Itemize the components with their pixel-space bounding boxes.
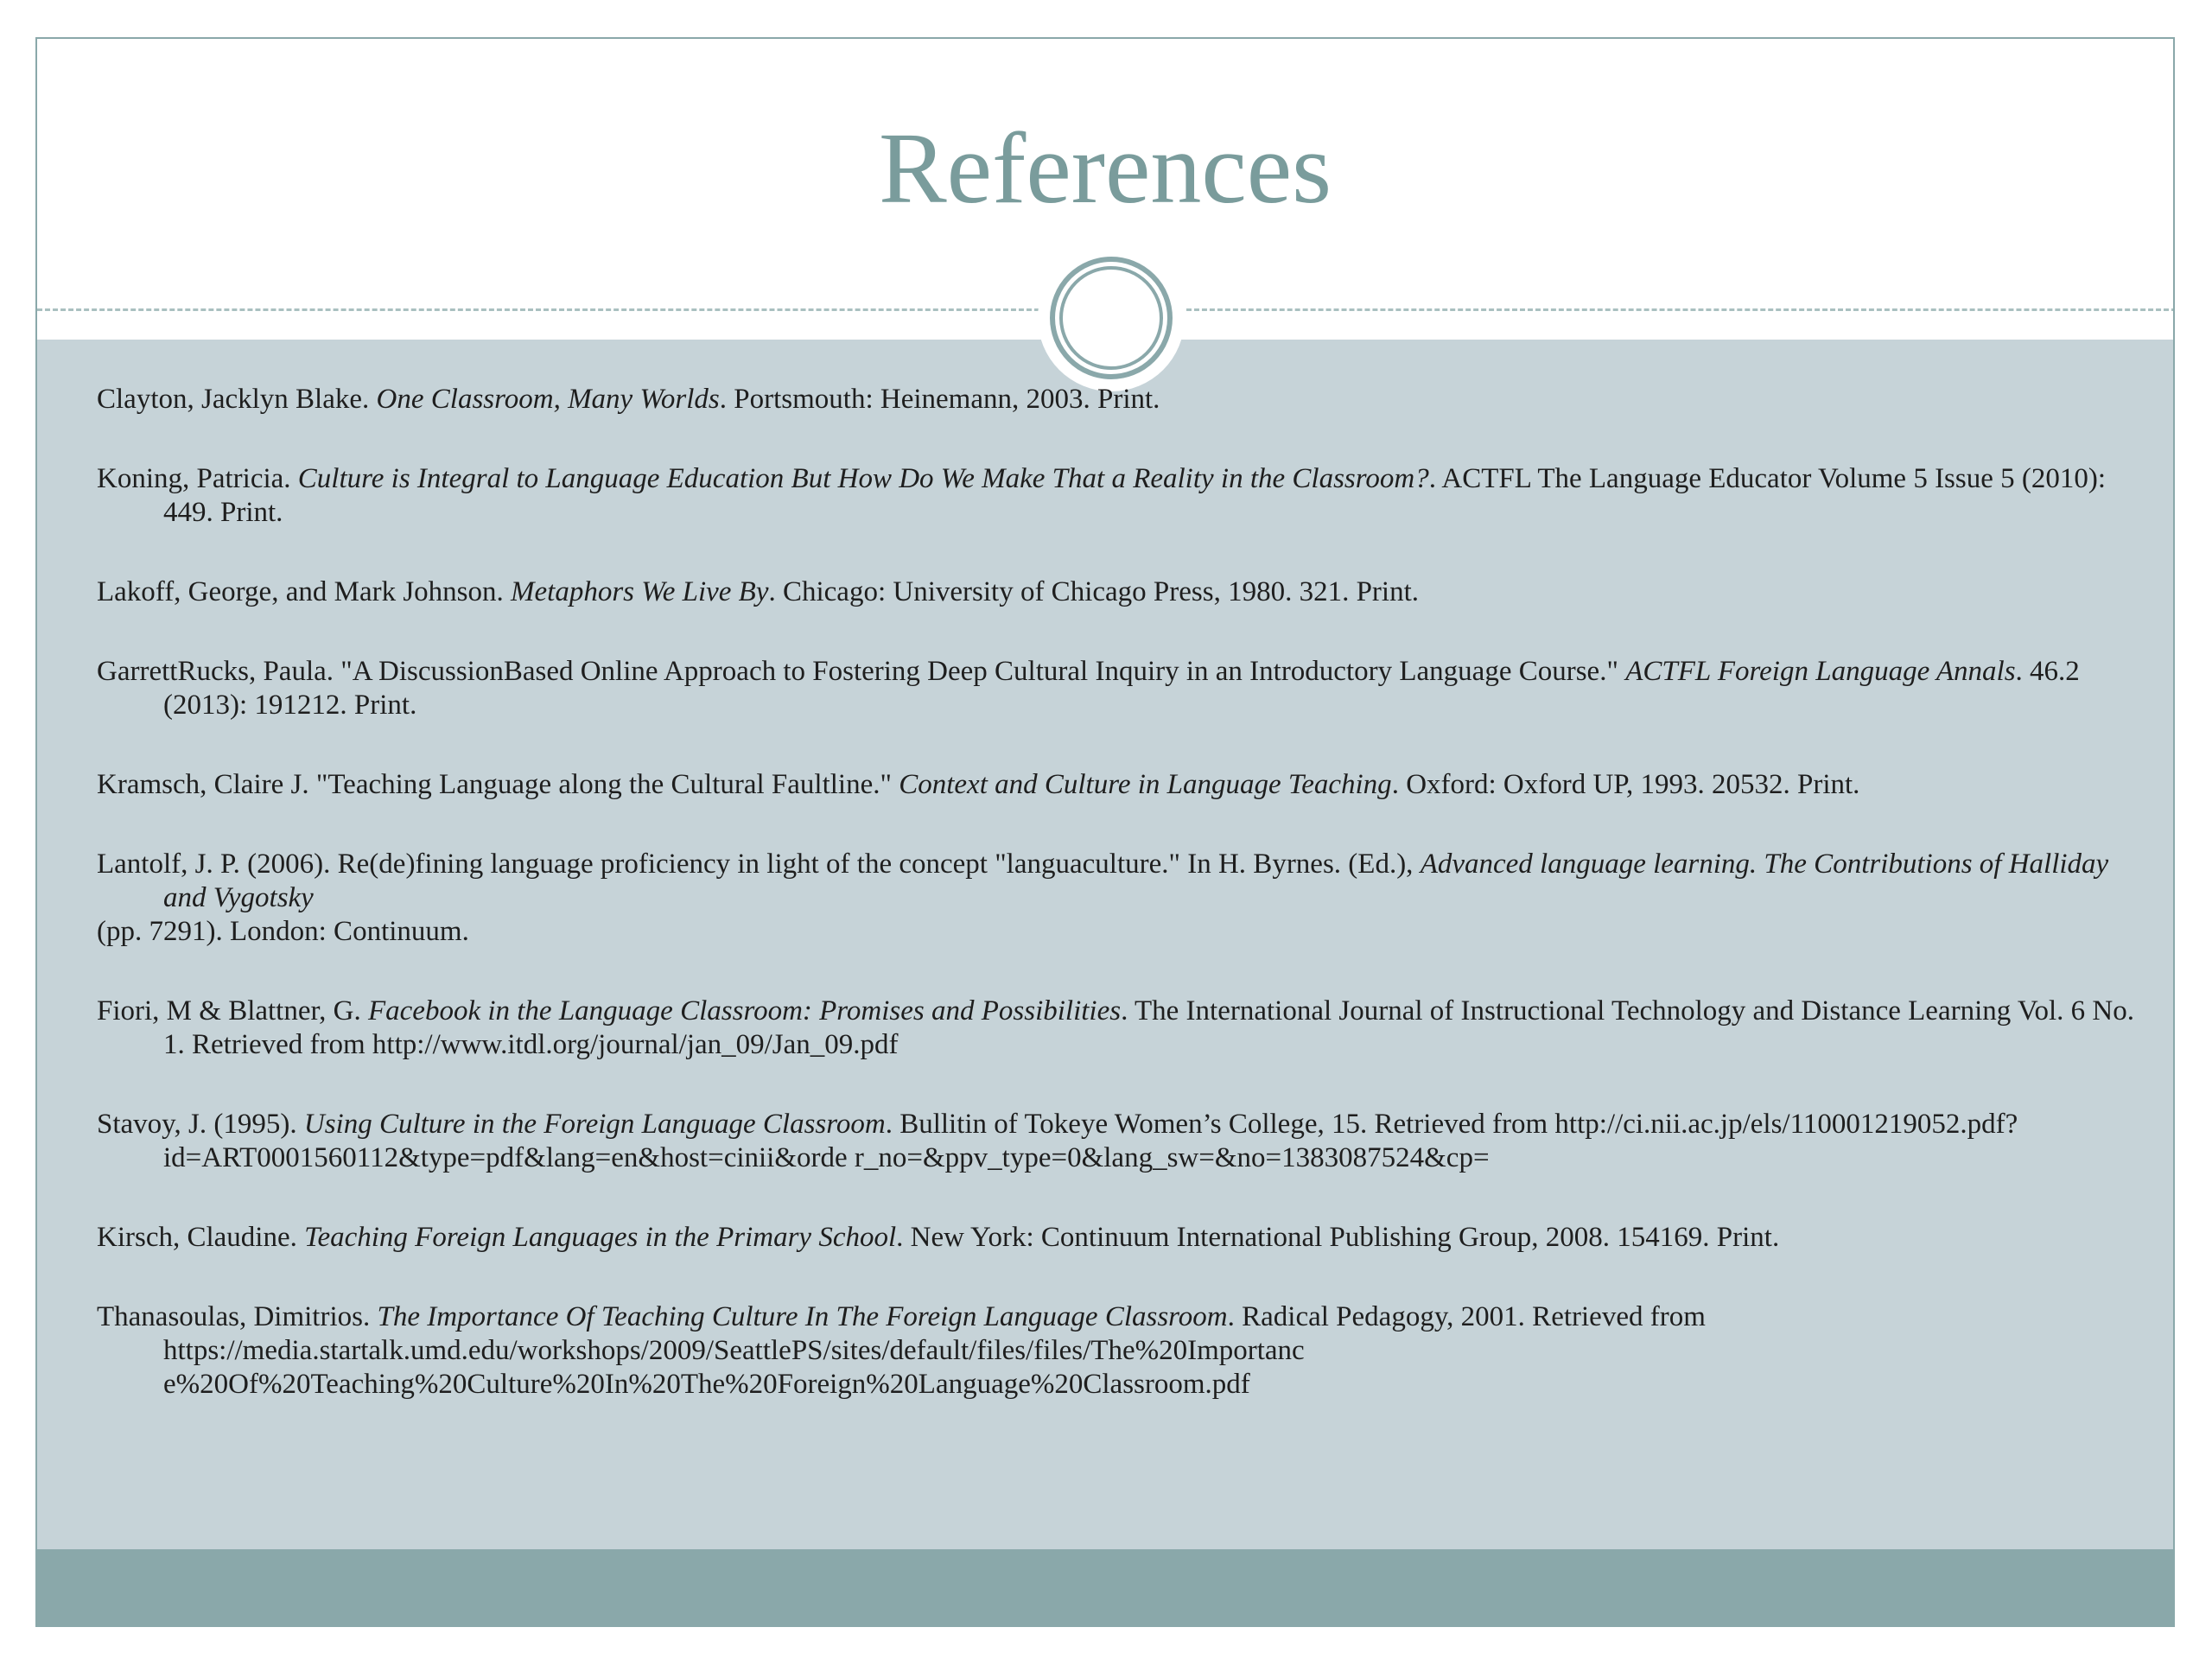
reference-authors: Stavoy, J. (1995). bbox=[97, 1109, 304, 1140]
reference-authors: Lantolf, J. P. (2006). Re(de)fining language proficiency in light of the concept "languaculture." In H. Byrnes. (Ed.), bbox=[97, 849, 1421, 880]
reference-list bbox=[97, 383, 2136, 1447]
reference-title: Teaching Foreign Languages in the Primary School bbox=[304, 1222, 897, 1253]
slide bbox=[35, 37, 2175, 1627]
reference-item bbox=[97, 995, 2136, 1062]
reference-authors: Thanasoulas, Dimitrios. bbox=[97, 1301, 378, 1332]
dashed-divider-left bbox=[37, 308, 1039, 311]
reference-title: One Classroom, Many Worlds bbox=[376, 384, 720, 415]
reference-item bbox=[97, 1300, 2136, 1402]
reference-item bbox=[97, 768, 2136, 802]
dashed-divider-right bbox=[1186, 308, 2175, 311]
reference-authors: Fiori, M & Blattner, G. bbox=[97, 995, 368, 1027]
reference-title: Using Culture in the Foreign Language Classroom bbox=[303, 1109, 886, 1140]
reference-details: . Oxford: Oxford UP, 1993. 20532. Print. bbox=[1391, 769, 1860, 800]
reference-title: Culture is Integral to Language Education But How Do We Make That a Reality in the Classroom? bbox=[297, 463, 1429, 494]
reference-authors: Kramsch, Claire J. "Teaching Language along the Cultural Faultline." bbox=[97, 769, 899, 800]
reference-details: . ACTFL The Language Educator Volume 5 Issue 5 (2010): 449. Print. bbox=[163, 463, 2107, 528]
reference-title: ACTFL Foreign Language Annals bbox=[1625, 656, 2016, 687]
reference-authors: GarrettRucks, Paula. "A DiscussionBased Online Approach to Fostering Deep Cultural Inquiry in an Introductory Language Course." bbox=[97, 656, 1626, 687]
circle-emblem-inner-ring bbox=[1059, 266, 1163, 370]
reference-item bbox=[97, 575, 2136, 609]
reference-title: The Importance Of Teaching Culture In The Foreign Language Classroom bbox=[377, 1301, 1228, 1332]
reference-title: Advanced language learning. The Contributions of Halliday and Vygotsky bbox=[163, 849, 2109, 913]
reference-details: . Portsmouth: Heinemann, 2003. Print. bbox=[719, 384, 1160, 415]
slide-title: References bbox=[878, 111, 1332, 225]
reference-item bbox=[97, 383, 2136, 416]
reference-item bbox=[97, 1108, 2136, 1175]
reference-title: Context and Culture in Language Teaching bbox=[899, 769, 1392, 800]
reference-title: Facebook in the Language Classroom: Promises and Possibilities bbox=[368, 995, 1122, 1027]
reference-authors: Kirsch, Claudine. bbox=[97, 1222, 305, 1253]
reference-item bbox=[97, 1221, 2136, 1255]
reference-details: . New York: Continuum International Publishing Group, 2008. 154169. Print. bbox=[896, 1222, 1780, 1253]
reference-item bbox=[97, 848, 2136, 949]
reference-authors: Clayton, Jacklyn Blake. bbox=[97, 384, 377, 415]
reference-details: . 46.2 (2013): 191212. Print. bbox=[163, 656, 2080, 721]
reference-item bbox=[97, 462, 2136, 530]
footer-band bbox=[37, 1549, 2173, 1627]
reference-details: . Radical Pedagogy, 2001. Retrieved from https://media.startalk.umd.edu/workshops/2009/SeattlePS/sites/default/files/files/The%20Importanc e%20Of%20Teaching%20Culture%20In%20The%20Foreign%20Language%20Classroom.pdf bbox=[163, 1301, 1706, 1400]
reference-details: . The International Journal of Instructional Technology and Distance Learning Vol. 6 No. 1. Retrieved from http://www.itdl.org/journal/jan_09/Jan_09.pdf bbox=[163, 995, 2134, 1060]
reference-details: . Bullitin of Tokeye Women’s College, 15. Retrieved from http://ci.nii.ac.jp/els/110001219052.pdf?id=ART0001560112&type=pdf&lang=en&host=cinii&orde r_no=&ppv_type=0&lang_sw=&no=1383087524&cp= bbox=[163, 1109, 2018, 1173]
reference-item bbox=[97, 655, 2136, 722]
reference-details: (pp. 7291). London: Continuum. bbox=[97, 916, 469, 947]
reference-details: . Chicago: University of Chicago Press, 1980. 321. Print. bbox=[768, 576, 1420, 607]
reference-authors: Lakoff, George, and Mark Johnson. bbox=[97, 576, 512, 607]
reference-title: Metaphors We Live By bbox=[511, 576, 769, 607]
reference-authors: Koning, Patricia. bbox=[97, 463, 298, 494]
